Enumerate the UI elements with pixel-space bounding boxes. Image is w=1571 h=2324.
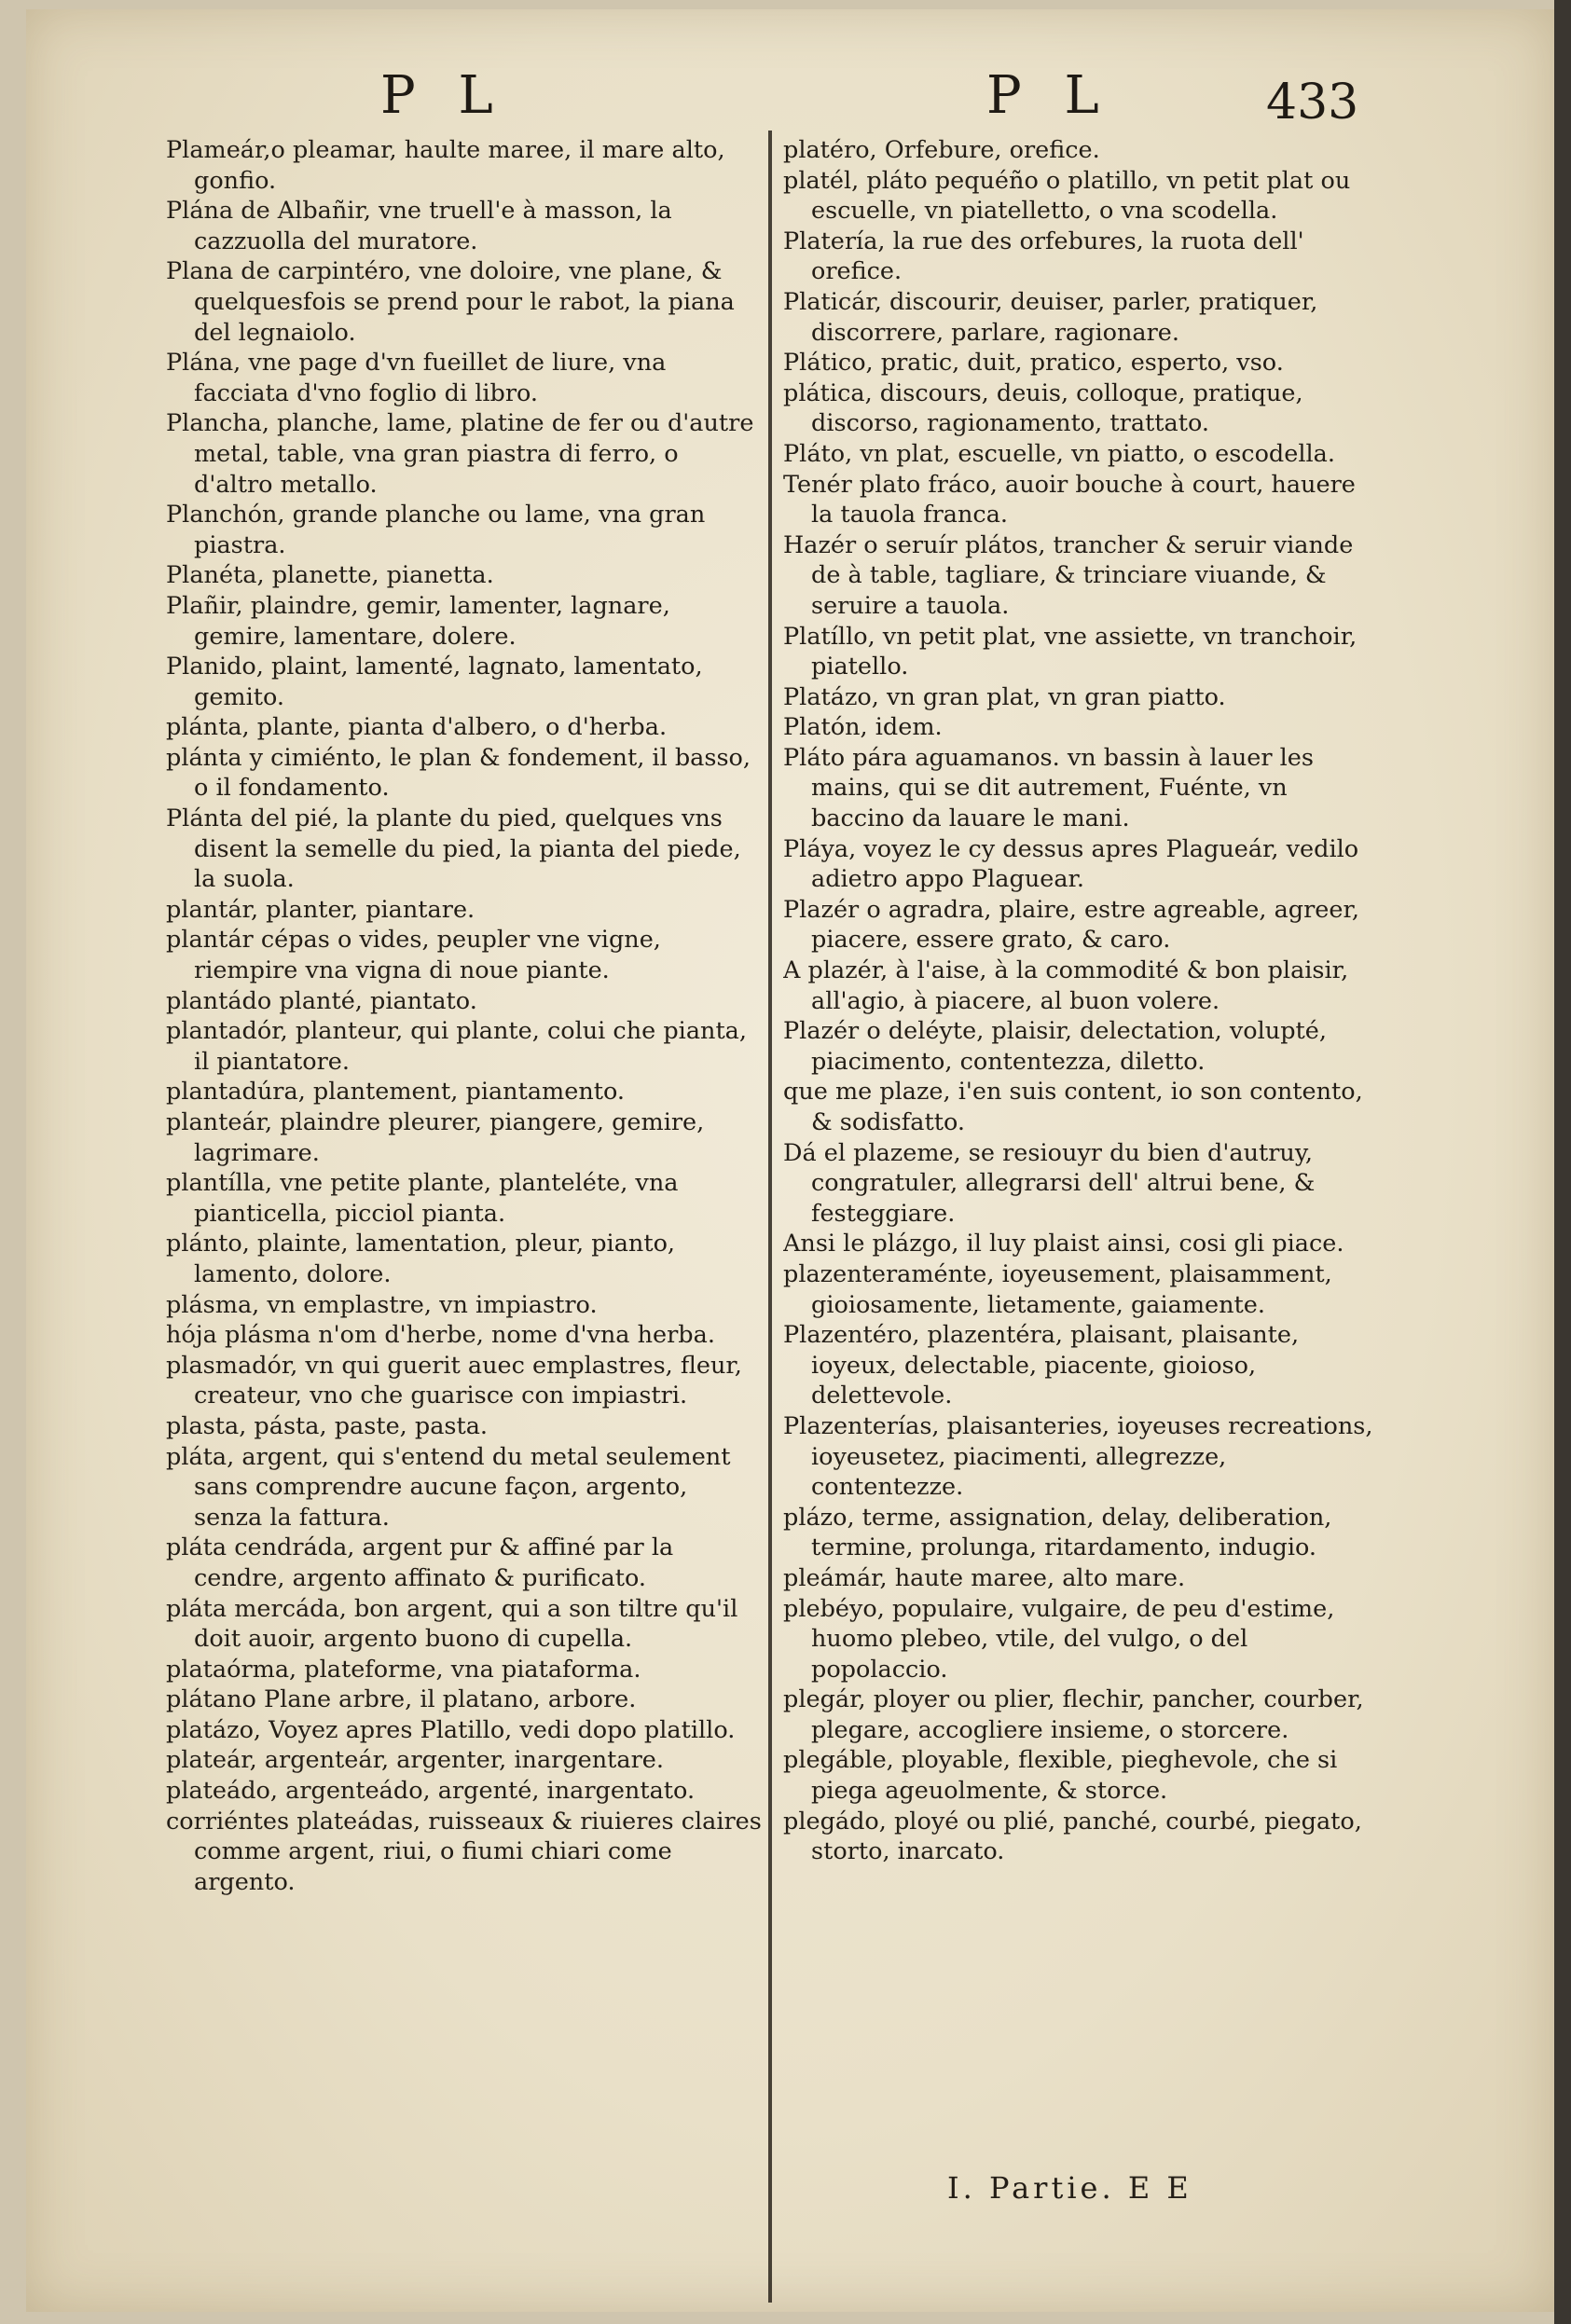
book-page [26, 9, 1555, 2312]
dictionary-entry: plasmadór, vn qui guerit auec emplastres, fleur, createur, vno che guarisce con impiastri. [166, 1351, 742, 1410]
dictionary-entry: A plazér, à l'aise, à la commodité & bon plaisir, all'agio, à piacere, al buon volere. [783, 956, 1349, 1015]
dictionary-entry: Platicár, discourir, deuiser, parler, pratiquer, discorrere, parlare, ragionare. [783, 287, 1318, 347]
dictionary-entry: corriéntes plateádas, ruisseaux & riuieres claires comme argent, riui, o fiumi chiari come argento. [166, 1807, 762, 1896]
dictionary-entry: Platíllo, vn petit plat, vne assiette, vn tranchoir, piatello. [783, 622, 1357, 681]
dictionary-entry: Hazér o seruír plátos, trancher & seruir viande de à table, tagliare, & trinciare viuande, & seruire a tauola. [783, 530, 1354, 620]
dictionary-entry: plánto, plainte, lamentation, pleur, pianto, lamento, dolore. [166, 1230, 676, 1288]
dictionary-entry: Plána, vne page d'vn fueillet de liure, vna facciata d'vno foglio di libro. [166, 349, 667, 407]
dictionary-entry: plátano Plane arbre, il platano, arbore. [166, 1685, 637, 1714]
dictionary-entry: plánta, plante, pianta d'albero, o d'herba. [166, 713, 668, 742]
dictionary-entry: platázo, Voyez apres Platillo, vedi dopo platillo. [166, 1715, 736, 1744]
right-column [783, 135, 1380, 1867]
dictionary-entry: plantár cépas o vides, peupler vne vigne, riempire vna vigna di noue piante. [166, 926, 661, 985]
dictionary-entry: Tenér plato fráco, auoir bouche à court, hauere la tauola franca. [783, 470, 1356, 529]
dictionary-entry: platéro, Orfebure, orefice. [783, 136, 1100, 164]
dictionary-entry: Pláya, voyez le cy dessus apres Plagueár, vedilo adietro appo Plaguear. [783, 834, 1359, 894]
dictionary-entry: plazenteraménte, ioyeusement, plaisamment, gioiosamente, lietamente, gaiamente. [783, 1259, 1332, 1319]
dictionary-entry: plegár, ployer ou plier, flechir, pancher, courber, plegare, accogliere insieme, o storcere. [783, 1685, 1364, 1744]
dictionary-entry: Pláto pára aguamanos. vn bassin à lauer les mains, qui se dit autrement, Fuénte, vn baccino da lauare le mani. [783, 743, 1314, 833]
dictionary-entry: plateár, argenteár, argenter, inargentare. [166, 1746, 665, 1775]
dictionary-entry: Plazentéro, plazentéra, plaisant, plaisante, ioyeux, delectable, piacente, gioioso, delettevole. [783, 1321, 1300, 1410]
dictionary-entry: hója plásma n'om d'herbe, nome d'vna herba. [166, 1321, 715, 1350]
dictionary-entry: Plañir, plaindre, gemir, lamenter, lagnare, gemire, lamentare, dolere. [166, 591, 670, 651]
dictionary-entry: pláta cendráda, argent pur & affiné par la cendre, argento affinato & purificato. [166, 1533, 674, 1592]
dictionary-entry: Pláto, vn plat, escuelle, vn piatto, o escodella. [783, 439, 1335, 468]
dictionary-entry: plática, discours, deuis, colloque, pratique, discorso, ragionamento, trattato. [783, 378, 1303, 438]
dictionary-entry: que me plaze, i'en suis content, io son contento, & sodisfatto. [783, 1078, 1363, 1136]
dictionary-entry: Plánta del pié, la plante du pied, quelques vns disent la semelle du pied, la pianta del piede, la suola. [166, 804, 741, 894]
signature-mark: I. Partie. E E [947, 2170, 1192, 2206]
dictionary-entry: plasta, pásta, paste, pasta. [166, 1411, 489, 1440]
dictionary-entry: Plana de carpintéro, vne doloire, vne plane, & quelquesfois se prend pour le rabot, la piana del legnaiolo. [166, 257, 735, 347]
dictionary-entry: plantadór, planteur, qui plante, colui che pianta, il piantatore. [166, 1017, 747, 1076]
dictionary-entry: Platázo, vn gran plat, vn gran piatto. [783, 682, 1226, 711]
running-head-right: P L [986, 65, 1112, 126]
dictionary-entry: Plameár,o pleamar, haulte maree, il mare alto, gonfio. [166, 136, 725, 195]
dictionary-entry: pleámár, haute maree, alto mare. [783, 1563, 1186, 1592]
dictionary-entry: plánta y cimiénto, le plan & fondement, il basso, o il fondamento. [166, 743, 751, 803]
dictionary-entry: platél, pláto pequéño o platillo, vn petit plat ou escuelle, vn piatelletto, o vna scodella. [783, 166, 1351, 226]
dictionary-entry: planteár, plaindre pleurer, piangere, gemire, lagrimare. [166, 1108, 705, 1167]
dictionary-entry: Ansi le plázgo, il luy plaist ainsi, cosi gli piace. [783, 1230, 1344, 1258]
dictionary-entry: plázo, terme, assignation, delay, deliberation, termine, prolunga, ritardamento, indugio. [783, 1503, 1332, 1562]
dictionary-entry: Plancha, planche, lame, platine de fer ou d'autre metal, table, vna gran piastra di ferro, o d'altro metallo. [166, 409, 754, 499]
dictionary-entry: Plazenterías, plaisanteries, ioyeuses recreations, ioyeusetez, piacimenti, allegrezze, contentezze. [783, 1411, 1373, 1502]
dictionary-entry: Planido, plaint, lamenté, lagnato, lamentato, gemito. [166, 653, 703, 711]
dictionary-entry: Plazér o deléyte, plaisir, delectation, volupté, piacimento, contentezza, diletto. [783, 1017, 1327, 1076]
page-edge [1554, 0, 1571, 2324]
dictionary-entry: Planéta, planette, pianetta. [166, 561, 494, 590]
dictionary-entry: Plána de Albañir, vne truell'e à masson, la cazzuolla del muratore. [166, 197, 672, 255]
dictionary-entry: plegádo, ployé ou plié, panché, courbé, piegato, storto, inarcato. [783, 1807, 1362, 1866]
dictionary-entry: plegáble, ployable, flexible, pieghevole, che si piega ageuolmente, & storce. [783, 1746, 1338, 1806]
dictionary-entry: Plático, pratic, duit, pratico, esperto, vso. [783, 349, 1284, 378]
left-column [166, 135, 763, 1897]
dictionary-entry: Platería, la rue des orfebures, la ruota dell' orefice. [783, 227, 1304, 286]
dictionary-entry: Dá el plazeme, se resiouyr du bien d'autruy, congratuler, allegrarsi dell' altrui bene, & festeggiare. [783, 1138, 1316, 1228]
dictionary-entry: plantadúra, plantement, piantamento. [166, 1078, 626, 1107]
column-divider [768, 131, 772, 2303]
dictionary-entry: plásma, vn emplastre, vn impiastro. [166, 1290, 598, 1319]
dictionary-entry: Platón, idem. [783, 713, 943, 742]
dictionary-entry: plantílla, vne petite plante, planteléte, vna pianticella, picciol pianta. [166, 1169, 679, 1228]
page-number: 433 [1266, 75, 1359, 131]
dictionary-entry: plebéyo, populaire, vulgaire, de peu d'estime, huomo plebeo, vtile, del vulgo, o del popolaccio. [783, 1594, 1335, 1684]
dictionary-entry: plantádo planté, piantato. [166, 986, 477, 1015]
running-head-left: P L [380, 65, 506, 126]
dictionary-entry: Plazér o agradra, plaire, estre agreable, agreer, piacere, essere grato, & caro. [783, 895, 1359, 955]
dictionary-entry: plataórma, plateforme, vna piataforma. [166, 1655, 641, 1684]
dictionary-entry: Planchón, grande planche ou lame, vna gran piastra. [166, 501, 706, 559]
dictionary-entry: plateádo, argenteádo, argenté, inargentato. [166, 1777, 696, 1806]
dictionary-entry: pláta mercáda, bon argent, qui a son tiltre qu'il doit auoir, argento buono di cupella. [166, 1594, 738, 1654]
dictionary-entry: pláta, argent, qui s'entend du metal seulement sans comprendre aucune façon, argento, senza la fattura. [166, 1442, 731, 1532]
dictionary-entry: plantár, planter, piantare. [166, 895, 475, 924]
